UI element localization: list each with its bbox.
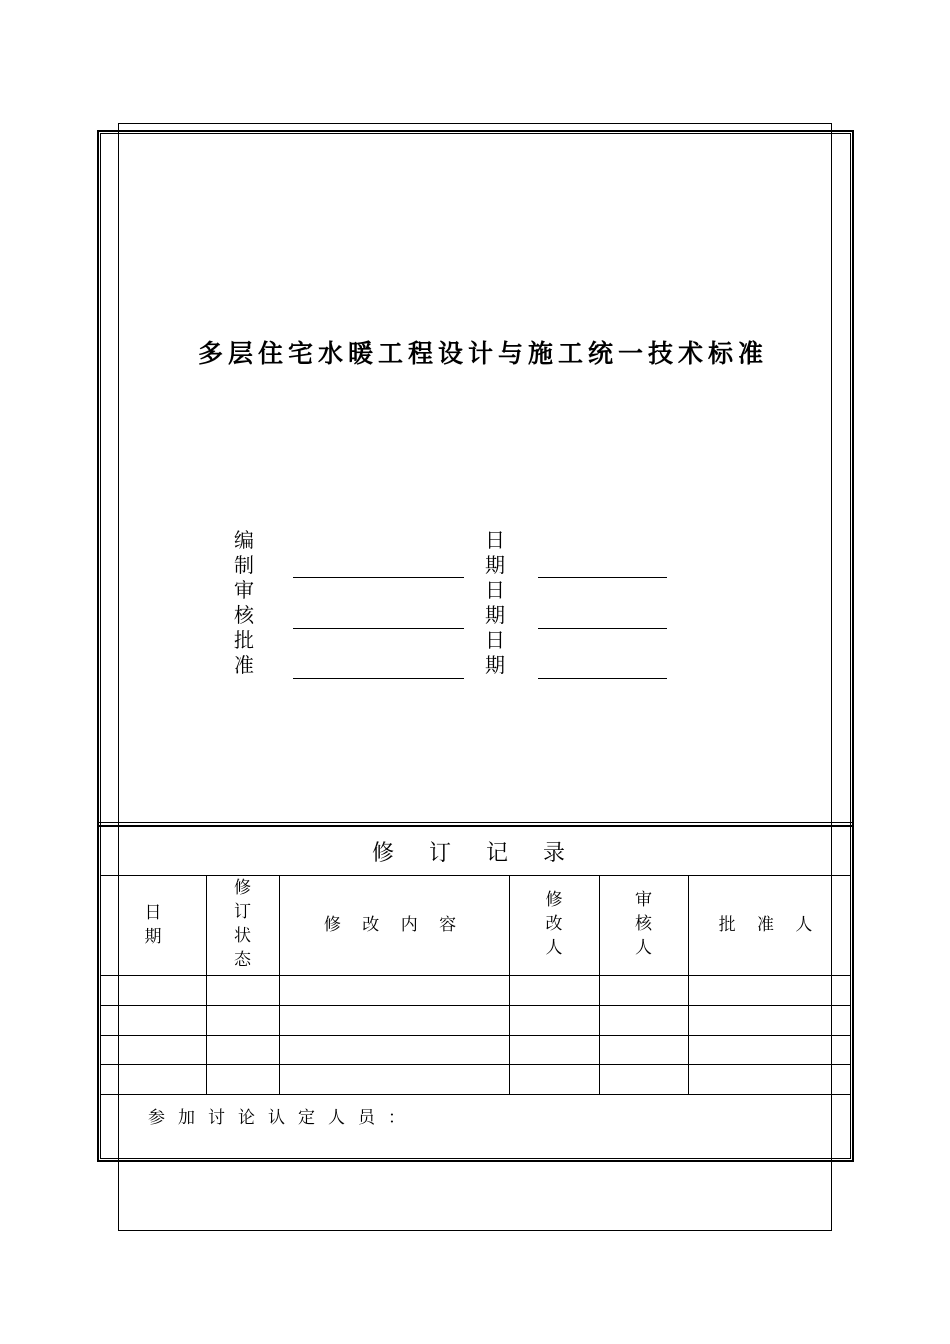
section-divider [97, 822, 854, 823]
document-title: 多层住宅水暖工程设计与施工统一技术标准 [198, 339, 769, 368]
table-row[interactable] [100, 1065, 206, 1094]
table-rule [100, 975, 851, 976]
header-approver: 批 准 人 [718, 915, 821, 935]
header-modifier: 修 改 人 [545, 890, 563, 958]
signoff-label-char: 编 [234, 528, 254, 552]
table-rule [100, 1035, 851, 1036]
signoff-date-label-char: 日 [485, 528, 505, 552]
table-row[interactable] [100, 1036, 206, 1064]
table-row[interactable] [100, 976, 206, 1005]
signoff-date-label-char: 期 [485, 603, 505, 627]
approver-date-line[interactable] [538, 678, 667, 679]
discussion-participants-label: 参加讨论认定人员： [148, 1108, 418, 1128]
table-column-rule [279, 875, 280, 1094]
approver-signature-line[interactable] [293, 678, 464, 679]
compiler-signature-line[interactable] [293, 577, 464, 578]
signoff-date-label-char: 期 [485, 553, 505, 577]
signoff-label-char: 审 [234, 578, 254, 602]
reviewer-date-line[interactable] [538, 628, 667, 629]
header-reviewer: 审 核 人 [635, 890, 652, 958]
signoff-date-label-char: 日 [485, 578, 505, 602]
header-date: 日 期 [144, 903, 162, 947]
table-rule [100, 1064, 851, 1065]
header-revision-content: 修 改 内 容 [323, 915, 465, 935]
table-rule [100, 1005, 851, 1006]
table-rule [100, 1094, 851, 1095]
compiler-date-line[interactable] [538, 577, 667, 578]
section-divider [97, 825, 854, 827]
signoff-date-label-char: 日 [485, 628, 505, 652]
signoff-label-char: 制 [234, 553, 254, 577]
reviewer-signature-line[interactable] [293, 628, 464, 629]
revision-record-title: 修 订 记 录 [372, 841, 579, 866]
table-column-rule [688, 875, 689, 1094]
signoff-label-char: 批 [234, 628, 254, 652]
signoff-label-char: 核 [234, 603, 254, 627]
signoff-date-label-char: 期 [485, 653, 505, 677]
header-revision-status: 修 订 状 态 [234, 878, 251, 970]
table-row[interactable] [100, 1006, 206, 1035]
signoff-label-char: 准 [234, 653, 254, 677]
